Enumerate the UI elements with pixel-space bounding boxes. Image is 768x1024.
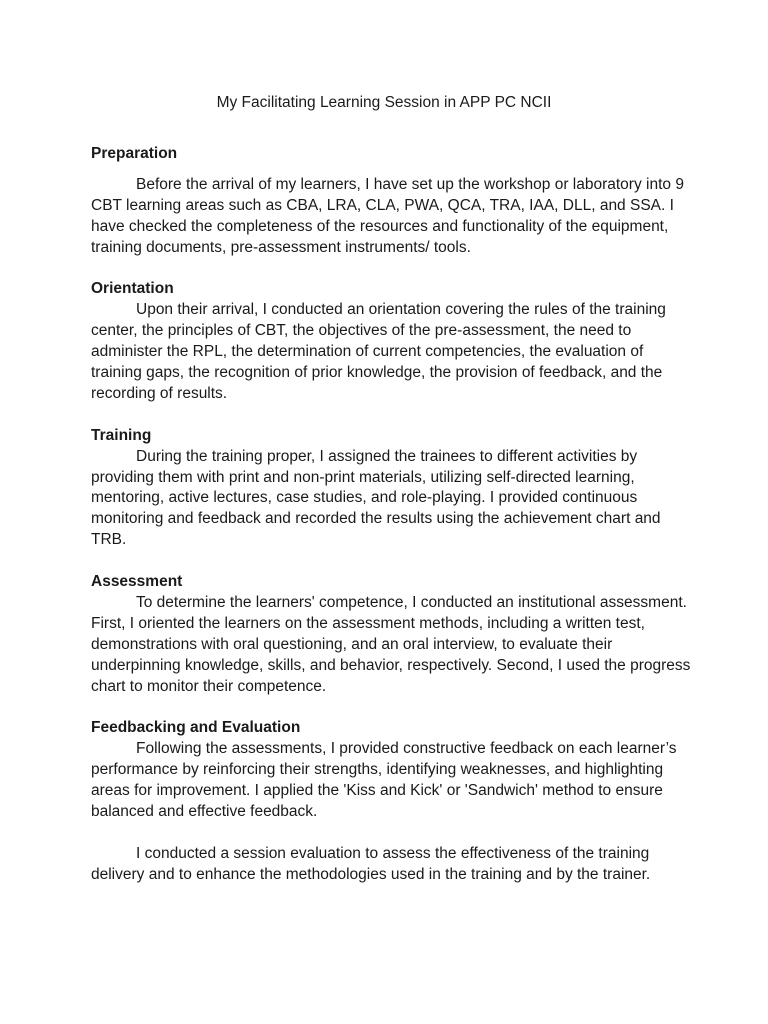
document-body <box>91 144 691 907</box>
document-title: My Facilitating Learning Session in APP PC NCII <box>216 94 552 111</box>
section-preparation <box>91 144 691 259</box>
section-paragraph: Upon their arrival, I conducted an orientation covering the rules of the training center, the principles of CBT, the objectives of the pre-assessment, the need to administer the RPL, the determination of current competencies, the evaluation of training gaps, the recognition of prior knowledge, the provision of feedback, and the recording of results. <box>91 301 666 402</box>
section-feedbacking-evaluation <box>91 718 691 885</box>
section-assessment <box>91 572 691 697</box>
section-heading: Preparation <box>91 145 178 162</box>
section-paragraph: During the training proper, I assigned the trainees to different activities by providing them with print and non-print materials, utilizing self-directed learning, mentoring, active lectures, case studies, and role-playing. I provided continuous monitoring and feedback and recorded the results using the achievement chart and TRB. <box>91 447 661 549</box>
section-training <box>91 426 691 551</box>
section-heading: Training <box>91 426 152 444</box>
section-paragraph: Before the arrival of my learners, I have set up the workshop or laboratory into 9 CBT learning areas such as CBA, LRA, CLA, PWA, QCA, TRA, IAA, DLL, and SSA. I have checked the completeness of the resources and functionality of the equipment, training documents, pre-assessment instruments/ tools. <box>91 175 684 256</box>
section-paragraph: I conducted a session evaluation to assess the effectiveness of the training delivery and to enhance the methodologies used in the training and by the trainer. <box>91 844 651 883</box>
section-heading: Feedbacking and Evaluation <box>91 719 301 737</box>
section-orientation <box>91 279 691 404</box>
section-paragraph: To determine the learners' competence, I conducted an institutional assessment. First, I oriented the learners on the assessment methods, including a written test, demonstrations with oral questioning, and an oral interview, to evaluate their underpinning knowledge, skills, and behavior, respectively. Second, I used the progress chart to monitor their competence. <box>91 593 691 695</box>
section-paragraph: Following the assessments, I provided constructive feedback on each learner’s performance by reinforcing their strengths, identifying weaknesses, and highlighting areas for improvement. I applied the 'Kiss and Kick' or 'Sandwich' method to ensure balanced and effective feedback. <box>91 740 677 821</box>
section-heading: Orientation <box>91 280 174 298</box>
section-heading: Assessment <box>91 573 183 591</box>
